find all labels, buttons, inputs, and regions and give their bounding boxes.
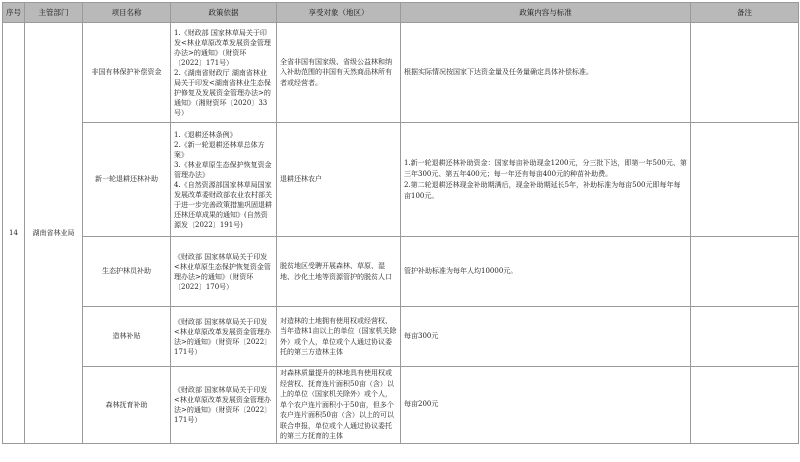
- target-cell: 退耕还林农户: [277, 123, 401, 237]
- header-content: 政策内容与标准: [401, 3, 691, 23]
- header-seq: 序号: [3, 3, 25, 23]
- basis-cell: 《财政部 国家林草局关于印发<林业草原生态保护恢复资金管理办法>的通知》（财资环〔2022〕170号）: [171, 237, 277, 307]
- remark-cell: [691, 123, 799, 237]
- target-cell: 对造林的土地拥有使用权或经营权、当年造林1亩以上的单位（国家机关除外）或个人，单位或个人通过协议委托的第三方造林主体: [277, 307, 401, 367]
- table-row: [3, 123, 799, 237]
- table-header-row: [3, 3, 799, 23]
- target-cell: 全省非国有国家级、省级公益林和纳入补助范围的非国有天然商品林所有者或经营者。: [277, 23, 401, 123]
- header-item: 项目名称: [83, 3, 171, 23]
- content-cell: 每亩200元: [401, 367, 691, 444]
- content-cell: 1.新一轮退耕还林补助资金：国家每亩补助现金1200元，分三批下达，即第一年500元、第三年300元、第五年400元；每一年还有每亩400元的种苗补助费。 2.第二轮退耕还林现金补助期满后，现金补助期延长5年，补助标准为每亩500元即每年每亩100元。: [401, 123, 691, 237]
- policy-table: [2, 2, 799, 444]
- table-row: [3, 237, 799, 307]
- content-cell: 根据实际情况按国家下达资金量及任务量确定具体补偿标准。: [401, 23, 691, 123]
- content-cell: 每亩300元: [401, 307, 691, 367]
- item-cell: 森林抚育补助: [83, 367, 171, 444]
- remark-cell: [691, 367, 799, 444]
- target-cell: 脱贫地区受聘开展森林、草原、湿地、沙化土地等资源管护的脱贫人口: [277, 237, 401, 307]
- basis-cell: 《财政部 国家林草局关于印发<林业草原改革发展资金管理办法>的通知》（财资环〔2022〕171号）: [171, 307, 277, 367]
- header-remark: 备注: [691, 3, 799, 23]
- dept-cell: 湖南省林业局: [25, 23, 83, 444]
- basis-cell: 1.《退耕还林条例》 2.《新一轮退耕还林草总体方案》 3.《林业草原生态保护恢复资金管理办法》 4.《自然资源部国家林草局国家发展改革委财政部农业农村部关于进一步完善政策措施巩固退耕还林还草成果的通知》(自然资源发〔2022〕191号): [171, 123, 277, 237]
- remark-cell: [691, 237, 799, 307]
- content-cell: 管护补助标准为每年人均10000元。: [401, 237, 691, 307]
- basis-cell: 1.《财政部 国家林草局关于印发<林业草原改革发展资金管理办法>的通知》（财资环〔2022〕171号） 2.《湖南省财政厅 湖南省林业局关于印发<湖南省林业生态保护修复及发展资金管理办法>的通知》（湘财资环〔2020〕33号）: [171, 23, 277, 123]
- table-row: [3, 367, 799, 444]
- target-cell: 对森林质量提升的林地具有使用权或经营权、抚育连片面积50亩（含）以上的单位（国家机关除外）或个人，单个农户连片面积小于50亩，但多个农户连片面积50亩（含）以上的可以联合申报，单位或个人通过协议委托的第三方抚育的主体: [277, 367, 401, 444]
- table-row: [3, 23, 799, 123]
- item-cell: 新一轮退耕还林补助: [83, 123, 171, 237]
- item-cell: 造林补贴: [83, 307, 171, 367]
- table-row: [3, 307, 799, 367]
- remark-cell: [691, 307, 799, 367]
- remark-cell: [691, 23, 799, 123]
- header-dept: 主管部门: [25, 3, 83, 23]
- item-cell: 生态护林员补助: [83, 237, 171, 307]
- basis-cell: 《财政部 国家林草局关于印发<林业草原改革发展资金管理办法>的通知》（财资环〔2022〕171号）: [171, 367, 277, 444]
- header-target: 享受对象（地区）: [277, 3, 401, 23]
- item-cell: 非国有林保护补偿资金: [83, 23, 171, 123]
- header-basis: 政策依据: [171, 3, 277, 23]
- seq-cell: 14: [3, 23, 25, 444]
